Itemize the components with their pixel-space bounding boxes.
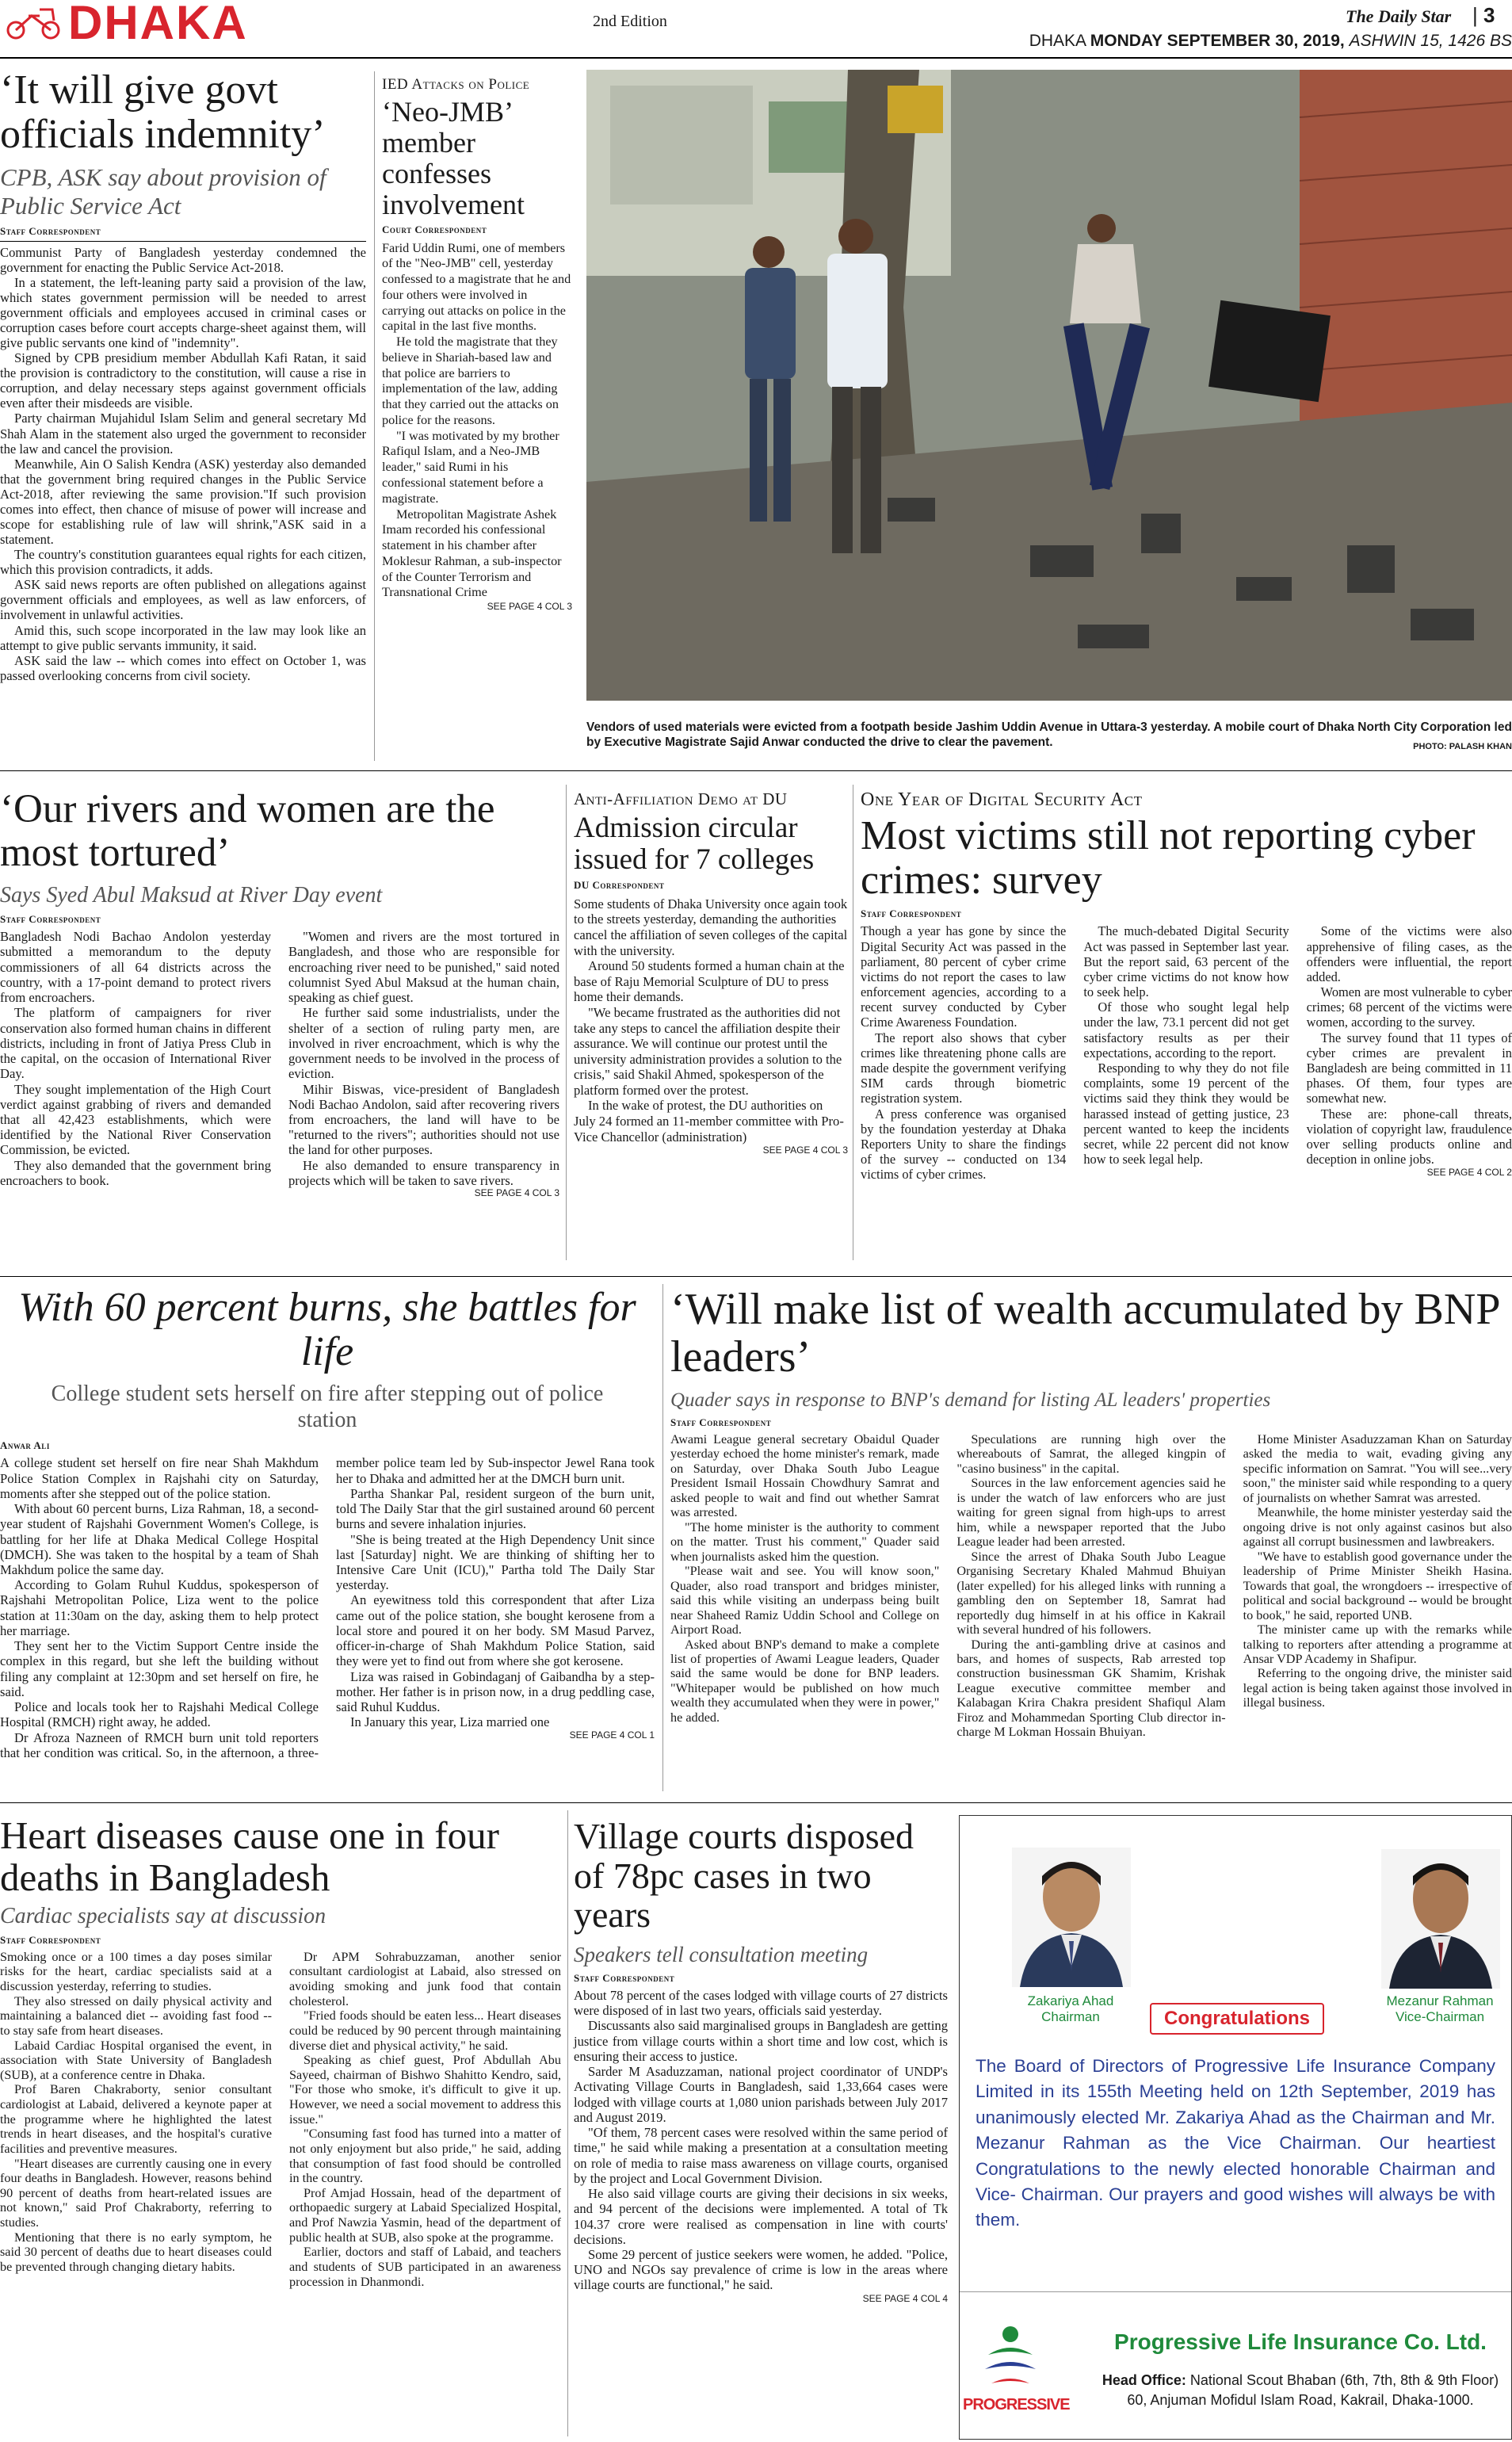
article-body: Bangladesh Nodi Bachao Andolon yesterday submitted a memorandum to the deputy commissioners of all 64 districts across the country, with a 17-point demand to protect rivers from encroachers. The platform of campaigners for river conservation also formed human chains in different districts, including in front of Jatiya Press Club in the capital, on the occasion of International River Day. They sought implementation of the High Court verdict against grabbing of rivers and demanded that all 42,423 establishments, which were identified by the National River Conservation Commission, be evicted. They also demanded that the government bring encroachers to book. "Women and rivers are the most tortured in Bangladesh, and those who are responsible for encroaching river need to be punished," said noted columnist Syed Abul Maksud at the human chain, speaking as chief guest. He further said some industrialists, under the shelter of a section of ruling party men, are involved in river encroachment, which is why the government needs to be involved in the process of eviction. Mihir Biswas, vice-president of Bangladesh Nodi Bachao Andolon, said after recovering rivers from encroachers, the land will have to be "returned to the rivers"; authorities should not use the land for other purposes. He also demanded to ensure transparency in projects which will be taken to save rivers. SEE PAGE 4 COL 3 <box>0 929 559 1199</box>
continuation-note: SEE PAGE 4 COL 1 <box>569 1729 655 1741</box>
article-body: Communist Party of Bangladesh yesterday condemned the government for enacting the Public Service Act-2018. In a statement, the left-leaning party said a provision of the law, which states government permission will be needed to arrest government officials and employees accused in criminal cases or corruption cases before court accepts charge-sheet against them, will give public servants one kind of "indemnity". Signed by CPB presidium member Abdullah Kafi Ratan, it said the provision is contradictory to the constitution, will cause a rise in corruption, and delay necessary steps against government officials even after their misdeeds are visible. Party chairman Mujahidul Islam Selim and general secretary Md Shah Alam in the statement also urged the government to reconsider the law and cancel the provision. Meanwhile, Ain O Salish Kendra (ASK) yesterday also demanded that the government bring required changes in the Public Service Act-2018, after reviewing the same provision."If such provision comes into effect, then chance of misuse of power will increase and scope for establishing rule of law will shrink,"ASK said in a statement. The country's constitution guarantees equal rights for each citizen, which this provision contradicts, it adds. ASK said news reports are often published on allegations against government officials and employees, as well as law enforcers, of involvement in unlawful activities. Amid this, such scope incorporated in the law may look like an attempt to give public servants immunity, it said. ASK said the law -- which comes into effect on October 1, was passed overlooking concerns from civil society. <box>0 244 366 683</box>
headline: Heart diseases cause one in four deaths in Bangladesh <box>0 1813 499 1899</box>
subheadline: College student sets herself on fire after stepping out of police station <box>51 1382 604 1433</box>
ad-divider <box>960 2291 1511 2292</box>
edition-label: 2nd Edition <box>593 13 667 30</box>
byline: Anwar Ali <box>0 1439 50 1452</box>
continuation-note: SEE PAGE 4 COL 3 <box>487 601 572 613</box>
chairman-title: Chairman <box>1041 2009 1100 2025</box>
kicker: IED Attacks on Police <box>382 76 530 93</box>
vice-chairman-caption <box>1361 1993 1512 2026</box>
article-body: Some students of Dhaka University once again took to the streets yesterday, demanding the authorities cancel the affiliation of seven colleges of the capital with the university. Around 50 students formed a human chain at the base of Raju Memorial Sculpture of DU to press home their demands. "We became frustrated as the authorities did not take any steps to cancel the affiliation despite their assurance. We will continue our protest until the university administration provides a solution to the crisis," said Shakil Ahmed, spokesperson of the platform formed over the protest. In the wake of protest, the DU authorities on July 24 formed an 11-member committee with Pro-Vice Chancellor (administration) <box>574 896 848 1145</box>
subheadline: Quader says in response to BNP's demand for listing AL leaders' properties <box>670 1389 1271 1411</box>
article-body: Farid Uddin Rumi, one of members of the "Neo-JMB" cell, yesterday confessed to a magistrate that he and four others were involved in carrying out attacks on police in the capital in the last five months. He told the magistrate that they believe in Shariah-based law and that police are barriers to implementation of the law, adding that they carried out the attacks on police for the reasons. "I was motivated by my brother Rafiqul Islam, and a Neo-JMB leader," said Rumi in his confessional statement before a magistrate. Metropolitan Magistrate Ashek Imam recorded his confessional statement in his chamber after Moklesur Rahman, a sub-inspector of the Counter Terrorism and Transnational Crime <box>382 240 571 600</box>
article-rivers-women <box>0 788 559 1199</box>
section-title: DHAKA <box>68 0 248 49</box>
ad-message: The Board of Directors of Progressive Life Insurance Company Limited in its 155th Meeting held on 12th September, 2019 has unanimously elected Mr. Zakariya Ahad as the Chairman and Mr. Mezanur Rahman as the Vice Chairman. Our heartiest Congratulations to the newly elected honorable Chairman and Vice- Chairman. Our prayers and good wishes will always be with them. <box>976 2056 1495 2230</box>
continuation-note: SEE PAGE 4 COL 3 <box>474 1187 559 1199</box>
article-village-courts <box>574 1817 948 2304</box>
article-cyber-crime <box>861 789 1512 1183</box>
row-rule <box>0 770 1512 771</box>
column-rule <box>374 71 375 761</box>
news-photo <box>586 70 1512 701</box>
congratulations-banner: Congratulations <box>1150 2003 1324 2035</box>
company-name: Progressive Life Insurance Co. Ltd. <box>1114 2329 1487 2354</box>
paper-logo: The Daily Star <box>1346 6 1452 26</box>
column-rule <box>566 785 567 1260</box>
vice-chairman-portrait <box>1381 1849 1500 1989</box>
article-govt-indemnity <box>0 68 366 683</box>
byline: Staff Correspondent <box>0 913 101 926</box>
row-rule <box>0 1276 1512 1277</box>
article-burns <box>0 1286 655 1760</box>
article-body: Though a year has gone by since the Digital Security Act was passed in the parliament, 80 percent of cyber crime victims do not report the cases to law enforcement agencies, according to a recent survey conducted by Cyber Crime Awareness Foundation. The report also shows that cyber crimes like threatening phone calls are made despite the government verifying SIM cards through biometric registration system. A press conference was organised by the foundation yesterday at Dhaka Reporters Unity to share the findings of the survey -- conducted on 134 victims of cyber crimes. The much-debated Digital Security Act was passed in September last year. But the report said, 63 percent of the cyber crime victims do not know how to seek help. Of those who sought legal help under the law, 73.1 percent did not get satisfactory results as per their expectations, according to the report. Responding to why they do not file complaints, some 19 percent of the victims said they think they would be harassed instead of getting justice, 23 percent wanted to keep the incidents secret, while 22 percent did not know how to seek legal help. Some of the victims were also apprehensive of filing cases, as the offenders were influential, the report added. Women are most vulnerable to cyber crimes; 68 percent of the victims were women, according to the survey. The survey found that 11 types of cyber crimes are prevalent in Bangladesh are being committed in 11 phases. Of them, four types are somewhat new. These are: phone-call threats, violation of copyright law, fraudulence over selling products online and deception in online jobs. SEE PAGE 4 COL 2 <box>861 923 1512 1183</box>
subheadline: Speakers tell consultation meeting <box>574 1943 869 1967</box>
eviction-photo-illustration <box>586 70 1512 701</box>
dateline: DHAKA MONDAY SEPTEMBER 30, 2019, ASHWIN 15, 1426 BS <box>1029 32 1512 50</box>
article-body: Awami League general secretary Obaidul Quader yesterday echoed the home minister's remark, made on Saturday, over Dhaka South Jubo League President Ismail Hossain Chowdhury Samrat and asked people to wait and find out whether Samrat was arrested. "The home minister is the authority to comment on the matter. Trust his comment," Quader said when journalists asked him the question. "Please wait and see. You will know soon," Quader, also road transport and bridges minister, said this while visiting an underpass being built near Shaheed Ramiz Uddin School and College on Airport Road. Asked about BNP's demand to make a complete list of properties of Awami League leaders, Quader said the same would be done for BNP leaders. "Whitepaper would be published on how much wealth they accumulated when they were in power," he added. Speculations are running high over the whereabouts of Samrat, the alleged kingpin of "casino business" in the capital. Sources in the law enforcement agencies said he is under the watch of law enforcers who are just waiting for green signal from high-ups to arrest him, while a newspaper reported that the Jubo League leader had been arrested. Since the arrest of Dhaka South Jubo League Organising Secretary Khaled Mahmud Bhuiyan (later expelled) for his alleged links with running a gambling den on September 18, Samrat had reportedly dug himself in at his office in Kakrail with several hundred of his followers. During the anti-gambling drive at casinos and bars, and homes of suspects, Rab arrested top construction businessman GK Shamim, Krishak League executive committee member and Kalabagan Krira Chakra president Shafiqul Alam Firoz and Mohammedan Sporting Club director in-charge M Lokman Hossain Bhuiyan. Home Minister Asaduzzaman Khan on Saturday asked the media to wait, evading giving any specific information on Samrat. "You will see...very soon," the minister said while responding to a query of journalists on whether Samrat was arrested. Meanwhile, the home minister yesterday said the ongoing drive is not only against casinos but also against all corrupt businessmen and lawbreakers. "We have to establish good governance under the leadership of Prime Minister Sheikh Hasina. Towards that goal, the wrongdoers -- irrespective of political and social background -- would be brought to book," he said, reported UNB. The minister came up with the remarks while talking to reporters after attending a programme at Ansar VDP Academy in Shafipur. Referring to the ongoing drive, the minister said legal action is being taken against those involved in illegal business. <box>670 1431 1512 1740</box>
byline: Court Correspondent <box>382 223 487 235</box>
divider <box>0 241 366 242</box>
masthead-rule <box>0 57 1512 59</box>
row-rule <box>0 1802 1512 1803</box>
company-address: Head Office: National Scout Bhaban (6th, 7th, 8th & 9th Floor) 60, Anjuman Mofidul Islam Road, Kakrail, Dhaka-1000. <box>1102 2372 1499 2409</box>
byline: Staff Correspondent <box>861 908 962 920</box>
headline: With 60 percent burns, she battles for life <box>18 1285 636 1375</box>
continuation-note: SEE PAGE 4 COL 3 <box>762 1145 848 1156</box>
article-neo-jmb <box>382 76 572 612</box>
article-heart-disease <box>0 1815 561 2289</box>
progressive-logo-icon <box>979 2323 1042 2390</box>
headline: Village courts disposed of 78pc cases in two years <box>574 1816 914 1936</box>
kicker: Anti-Affiliation Demo at DU <box>574 789 788 808</box>
headline: ‘It will give govt officials indemnity’ <box>0 67 326 158</box>
column-rule <box>567 1810 568 2436</box>
byline: DU Correspondent <box>574 878 665 891</box>
chairman-portrait <box>1012 1848 1131 1987</box>
page-number: | 3 <box>1472 3 1495 27</box>
article-bnp-wealth <box>670 1286 1512 1740</box>
congratulations-ad <box>959 1815 1512 2440</box>
byline: Staff Correspondent <box>0 224 101 237</box>
column-rule <box>662 1284 663 1791</box>
article-body: Smoking once or a 100 times a day poses similar risks for the heart, cardiac specialists said at a discussion yesterday, referring to studies. They also stressed on daily physical activity and maintaining a balanced diet -- avoiding fast food -- to stay safe from heart diseases. Labaid Cardiac Hospital organised the event, in association with State University of Bangladesh (SUB), at a conference centre in Dhaka. Prof Baren Chakraborty, senior consultant cardiologist at Labaid, delivered a keynote paper at the programme where he highlighted the latest trends in heart diseases, and the hospital's curative facilities and preventive measures. "Heart diseases are currently causing one in every four deaths in Bangladesh. However, reasons behind 90 percent of deaths from heart-related issues are not known," said Prof Chakraborty, referring to studies. Mentioning that there is no early symptom, he said 30 percent of deaths due to heart diseases could be prevented through changing dietary habits. Dr APM Sohrabuzzaman, another senior consultant cardiologist at Labaid, also stressed on avoiding smoking and junk food that contain cholesterol. "Fried foods should be eaten less... Heart diseases could be reduced by 90 percent through maintaining diverse diet and physical activity," he said. Speaking as chief guest, Prof Abdullah Abu Sayeed, chairman of Bishwo Shahitto Kendro, said, "For those who smoke, it's difficult to give it up. However, we need a social movement to address this issue." "Consuming fast food has turned into a matter of not only enjoyment but also pride," he said, adding that consumption of fast food should be controlled in the country. Prof Amjad Hossain, head of the department of orthopaedic surgery at Labaid Specialized Hospital, and Prof Nawzia Yasmin, head of the department of public health at SUB, also spoke at the programme. Earlier, doctors and staff of Labaid, and teachers and students of SUB participated in an awareness procession in Dhanmondi. <box>0 1949 561 2289</box>
section-logo <box>0 0 317 49</box>
brand-wordmark: PROGRESSIVE <box>963 2396 1070 2413</box>
continuation-note: SEE PAGE 4 COL 4 <box>862 2292 948 2304</box>
byline: Staff Correspondent <box>0 1933 101 1946</box>
subheadline: CPB, ASK say about provision of Public Service Act <box>0 163 326 220</box>
photo-caption: Vendors of used materials were evicted from a footpath beside Jashim Uddin Avenue in Uttara-3 yesterday. A mobile court of Dhaka North City Corporation led by Executive Magistrate Sajid Anwar conducted the drive to clear the pavement. <box>586 720 1512 750</box>
photo-credit: PHOTO: PALASH KHAN <box>1413 742 1512 751</box>
headline: Most victims still not reporting cyber crimes: survey <box>861 813 1476 904</box>
vice-chairman-title: Vice-Chairman <box>1395 2009 1485 2025</box>
chairman-name: Zakariya Ahad <box>1027 1993 1114 2008</box>
byline: Staff Correspondent <box>574 1972 675 1985</box>
headline: ‘Will make list of wealth accumulated by BNP leaders’ <box>670 1285 1499 1382</box>
article-du-demo <box>574 789 848 1156</box>
byline: Staff Correspondent <box>670 1416 772 1428</box>
kicker: One Year of Digital Security Act <box>861 789 1143 810</box>
headline: ‘Our rivers and women are the most tortured’ <box>0 787 495 876</box>
headline: Admission circular issued for 7 colleges <box>574 812 815 876</box>
continuation-note: SEE PAGE 4 COL 2 <box>1426 1167 1512 1179</box>
subheadline: Says Syed Abul Maksud at River Day event <box>0 883 383 908</box>
article-body: About 78 percent of the cases lodged with village courts of 27 districts were disposed of in last two years, officials said yesterday. Discussants also said marginalised groups in Bangladesh are getting justice from village courts within a short time and low cost, which is ensuring their access to justice. Sarder M Asaduzzaman, national project coordinator of UNDP's Activating Village Courts in Bangladesh, said 1,33,664 cases were lodged with village courts at 1,080 union parishads between July 2017 and August 2019. "Of them, 78 percent cases were resolved within the same period of time," he said while making a presentation at a consultation meeting on role of media to raise mass awareness on village courts, organised by the project and Local Government Division. He also said village courts are giving their decisions in six weeks, and 94 percent of the decisions were implemented. A total of Tk 104.37 crore were realised as compensation in line with courts' decisions. Some 29 percent of justice seekers were women, he added. "Police, UNO and NGOs say prevalence of crime is low in the areas where village courts are functional," he said. <box>574 1988 948 2293</box>
rickshaw-icon <box>5 5 63 40</box>
chairman-caption <box>991 1993 1150 2026</box>
headline: ‘Neo-JMB’ member confesses involvement <box>382 96 525 220</box>
article-body: A college student set herself on fire near Shah Makhdum Police Station Complex in Rajshahi city on Saturday, moments after she stepped out of the police station. With about 60 percent burns, Liza Rahman, 18, a second-year student of Rajshahi Government Women's College, is battling for her life at Dhaka Medical College Hospital (DMCH). She was taken to the hospital by a team of Shah Makhdum police the same day. According to Golam Ruhul Kuddus, spokesperson of Rajshahi Metropolitan Police, Liza went to the police station at 11:30am on the day, asking them to help protect her marriage. They sent her to the Victim Support Centre inside the complex in this regard, but she left the building without filing any complaint at 12:30pm and set herself on fire, he said. Police and locals took her to Rajshahi Medical College Hospital (RMCH) right away, he added. Dr Afroza Nazneen of RMCH burn unit told reporters that her condition was critical. So, in the afternoon, a three-member police team led by Sub-inspector Jewel Rana took her to Dhaka and admitted her at the DMCH burn unit. Partha Shankar Pal, resident surgeon of the burn unit, told The Daily Star that the girl sustained around 60 percent burns and severe inhalation injuries. "She is being treated at the High Dependency Unit since last [Saturday] night. We are thinking of shifting her to Intensive Care Unit (ICU)," Partha told The Daily Star yesterday. An eyewitness told this correspondent that after Liza came out of the police station, she bought kerosene from a local store and poured it on her body. SM Masud Parvez, officer-in-charge of Shah Makhdum Police Station, said they were yet to find out from where she got kerosene. Liza was raised in Gobindaganj of Gaibandha by a step-mother. Her father is in prison now, in a drug peddling case, said Ruhul Kuddus. In January this year, Liza married one SEE PAGE 4 COL 1 <box>0 1455 655 1760</box>
subheadline: Cardiac specialists say at discussion <box>0 1903 326 1928</box>
vice-chairman-name: Mezanur Rahman <box>1386 1993 1494 2008</box>
